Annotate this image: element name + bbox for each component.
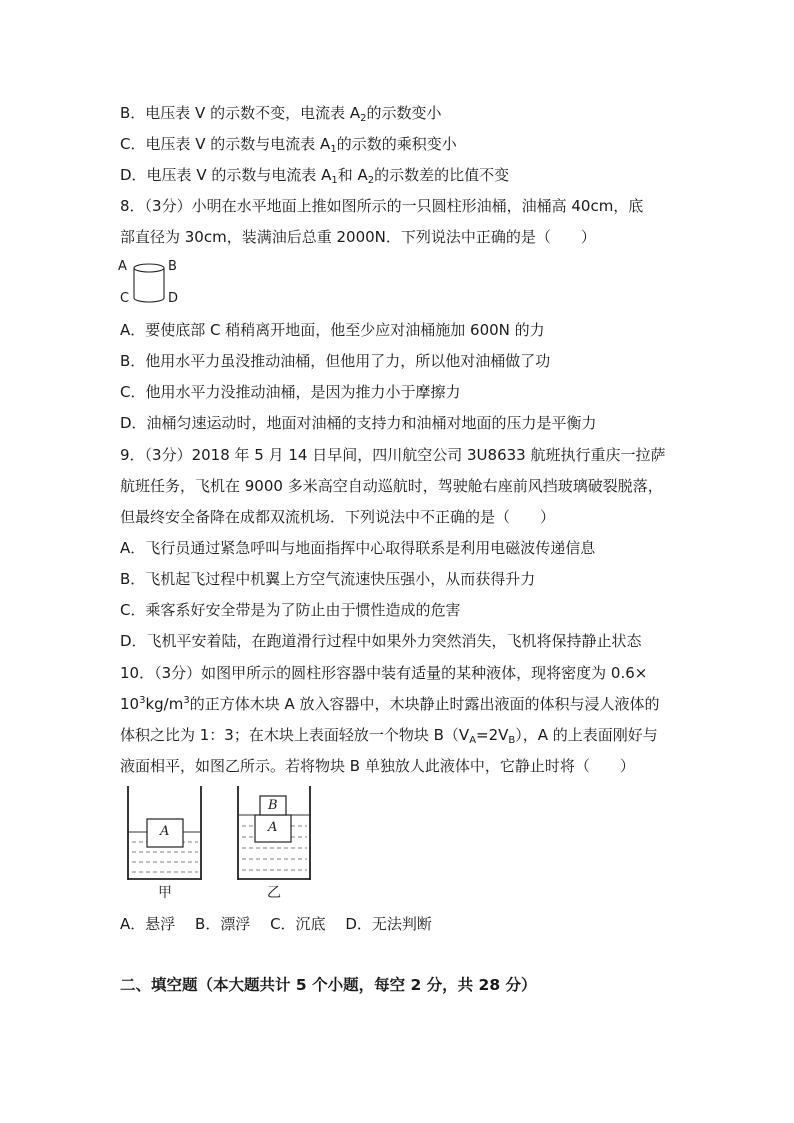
container-figures — [120, 784, 320, 904]
q10-options: A．悬浮 B．漂浮 C．沉底 D．无法判断 — [120, 915, 432, 933]
q7-option-c: C．电压表 V 的示数与电流表 $A_1$的示数的乘积变小 — [120, 135, 457, 155]
q9-option-c: C．乘客系好安全带是为了防止由于惯性造成的危害 — [120, 601, 461, 619]
q10-stem-line3: 体积之比为 1：3；在木块上表面轻放一个物块 $B(V_A=2V_B)$，A 的上表面刚好与 — [120, 726, 658, 746]
q9-stem-line3: 但最终安全备降在成都双流机场．下列说法中不正确的是（ ） — [120, 508, 556, 526]
q7-option-b: B．电压表 V 的示数不变，电流表 $A_2$的示数变小 — [120, 104, 442, 124]
q10-stem-line2: $10^3kg/m^3$的正方体木块 A 放入容器中，木块静止时露出液面的体积与浸人液体的 — [120, 695, 660, 713]
q8-option-b: B．他用水平力虽没推动油桶，但他用了力，所以他对油桶做了功 — [120, 352, 551, 370]
q8-option-d: D．油桶匀速运动时，地面对油桶的支持力和油桶对地面的压力是平衡力 — [120, 414, 597, 432]
block-a-right-label: A — [268, 820, 278, 835]
block-a-left-label: A — [160, 824, 170, 839]
q8-stem-line1: 8．（3分）小明在水平地面上推如图所示的一只圆柱形油桶，油桶高 40cm，底 — [120, 197, 644, 215]
q8-option-c: C．他用水平力没推动油桶，是因为推力小于摩擦力 — [120, 383, 461, 401]
section-heading-fill-in-blank: 二、填空题（本大题共计 5 个小题，每空 2 分，共 28 分） — [120, 976, 537, 994]
liquid-container-diagram — [120, 784, 320, 882]
point-b-label: B — [168, 259, 177, 274]
q10-stem-line4: 液面相平，如图乙所示。若将物块 B 单独放人此液体中，它静止时将（ ） — [120, 757, 635, 775]
point-c-label: C — [120, 291, 130, 306]
q9-stem-line1: 9．（3分）2018 年 5 月 14 日早间，四川航空公司 3U8633 航班执行重庆一拉萨 — [120, 446, 666, 464]
figure-caption-jia: 甲 — [158, 885, 172, 901]
oil-barrel-figure — [118, 258, 188, 310]
q8-option-a: A．要使底部 C 稍稍离开地面，他至少应对油桶施加 600N 的力 — [120, 321, 545, 339]
q9-option-d: D．飞机平安着陆，在跑道滑行过程中如果外力突然消失，飞机将保持静止状态 — [120, 632, 642, 650]
q9-stem-line2: 航班任务，飞机在 9000 多米高空自动巡航时，驾驶舱右座前风挡玻璃破裂脱落， — [120, 477, 663, 495]
q8-stem-line2: 部直径为 30cm，装满油后总重 2000N．下列说法中正确的是（ ） — [120, 228, 596, 246]
point-d-label: D — [168, 291, 179, 306]
point-a-label: A — [118, 259, 127, 274]
figure-caption-yi: 乙 — [267, 885, 281, 901]
q9-option-b: B．飞机起飞过程中机翼上方空气流速快压强小，从而获得升力 — [120, 570, 536, 588]
q10-stem-line1: 10．（3分）如图甲所示的圆柱形容器中装有适量的某种液体，现将密度为 0.6× — [120, 664, 648, 682]
block-b-label: B — [268, 798, 278, 813]
q9-option-a: A．飞行员通过紧急呼叫与地面指挥中心取得联系是利用电磁波传递信息 — [120, 539, 596, 557]
q7-option-d: D．电压表 V 的示数与电流表 $A_1$和 $A_2$的示数差的比值不变 — [120, 166, 510, 186]
